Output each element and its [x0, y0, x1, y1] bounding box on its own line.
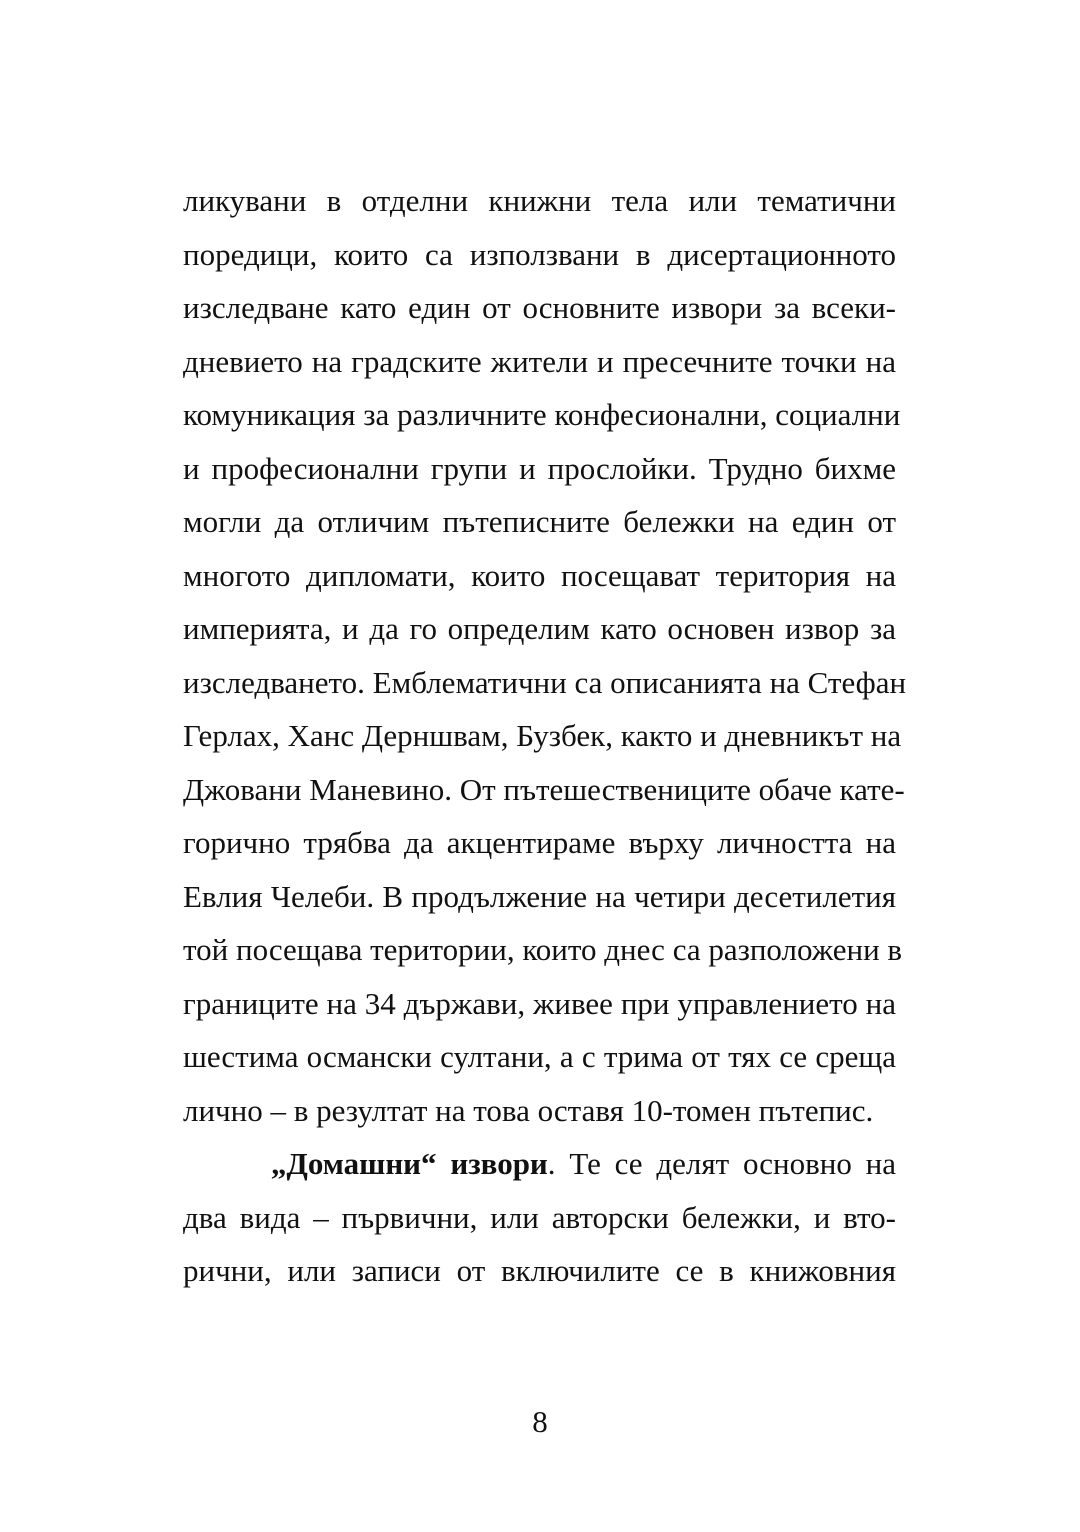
- text-line: горично трябва да акцентираме върху личността на: [183, 825, 896, 860]
- text-line: и професионални групи и прослойки. Трудно бихме: [183, 450, 896, 486]
- text-line: изследване като един от основните извори за всеки-: [183, 290, 896, 325]
- text-line: изследването. Емблематични са описанията на Стефан: [183, 664, 907, 700]
- text-line: рични, или записи от включилите се в книжовния: [183, 1253, 896, 1288]
- text-line: Джовани Маневино. От пътешествениците обаче кате-: [183, 771, 905, 807]
- body-text: [183, 174, 907, 1298]
- text-line: дневието на градските жители и пресечните точки на: [183, 343, 896, 379]
- text-line: ликувани в отделни книжни тела или тематични: [183, 183, 896, 218]
- paragraph-2: [183, 1137, 896, 1298]
- text-line: Герлах, Ханс Дерншвам, Бузбек, както и дневникът на: [183, 718, 902, 753]
- text-line: шестима османски султани, а с трима от тях се среща: [183, 1039, 896, 1074]
- text-line: многото дипломати, които посещават територия на: [183, 557, 896, 593]
- text-line: границите на 34 държави, живее при управлението на: [183, 985, 896, 1021]
- text-line: два вида – първични, или авторски бележки, и вто-: [183, 1199, 896, 1235]
- paragraph-1: [183, 174, 907, 1137]
- text-line: комуникация за различните конфесионални, социални: [183, 397, 901, 432]
- text-line: империята, и да го определим като основен извор за: [183, 611, 896, 646]
- page-number: 8: [532, 1404, 548, 1439]
- section-heading: „Домашни“ извори: [271, 1146, 548, 1181]
- text-line-first: [183, 1137, 896, 1191]
- text-line: могли да отличим пътеписните бележки на един от: [183, 504, 896, 539]
- text-line-last: лично – в резултат на това оставя 10-томен пътепис.: [183, 1092, 874, 1128]
- text-line: Евлия Челеби. В продължение на четири десетилетия: [183, 878, 896, 914]
- text-fragment: . Те се делят основно на: [547, 1146, 896, 1181]
- text-line: поредици, които са използвани в дисертационното: [183, 236, 896, 272]
- text-line: той посещава територии, които днес са разположени в: [183, 932, 903, 967]
